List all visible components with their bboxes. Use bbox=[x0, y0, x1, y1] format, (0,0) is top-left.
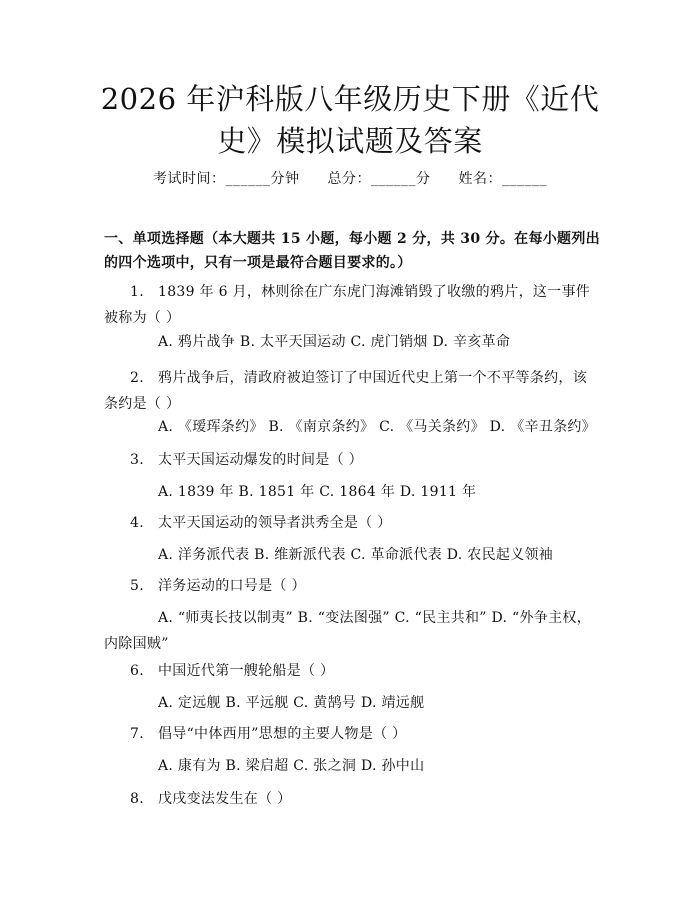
question-text: 1839 年 6 月，林则徐在广东虎门海滩销毁了收缴的鸦片，这一事件被称为（ ） bbox=[104, 284, 591, 326]
student-name-label: 姓名：______ bbox=[458, 171, 547, 187]
question-number: 8. bbox=[130, 791, 144, 807]
question-text: 太平天国运动爆发的时间是（ ） bbox=[158, 452, 363, 468]
question-text: 太平天国运动的领导者洪秀全是（ ） bbox=[158, 515, 392, 531]
question-number: 1. bbox=[130, 284, 144, 300]
question-text: 倡导“中体西用”思想的主要人物是（ ） bbox=[158, 726, 407, 742]
question-6 bbox=[104, 658, 600, 684]
question-number: 5. bbox=[130, 578, 144, 594]
question-2 bbox=[104, 365, 600, 417]
question-number: 2. bbox=[130, 370, 144, 386]
question-5-options: A. “师夷长技以制夷” B. “变法图强” C. “民主共和” D. “外争主权，内除国贼” bbox=[104, 610, 591, 652]
question-4 bbox=[104, 510, 600, 536]
exam-meta bbox=[0, 168, 700, 188]
question-text: 洋务运动的口号是（ ） bbox=[158, 578, 306, 594]
question-3 bbox=[104, 447, 600, 473]
question-number: 7. bbox=[130, 726, 144, 742]
question-2-options: A. 《瑷珲条约》 B. 《南京条约》 C. 《马关条约》 D. 《辛丑条约》 bbox=[158, 419, 596, 435]
question-6-options: A. 定远舰 B. 平远舰 C. 黄鹄号 D. 靖远舰 bbox=[158, 695, 425, 711]
question-4-options: A. 洋务派代表 B. 维新派代表 C. 革命派代表 D. 农民起义领袖 bbox=[158, 547, 554, 563]
question-7-options: A. 康有为 B. 梁启超 C. 张之洞 D. 孙中山 bbox=[158, 758, 425, 774]
question-1-options: A. 鸦片战争 B. 太平天国运动 C. 虎门销烟 D. 辛亥革命 bbox=[158, 334, 511, 350]
question-number: 6. bbox=[130, 663, 144, 679]
exam-time-label: 考试时间：______分钟 bbox=[153, 171, 300, 187]
question-7 bbox=[104, 721, 600, 747]
question-1 bbox=[104, 279, 600, 331]
question-text: 鸦片战争后，清政府被迫签订了中国近代史上第一个不平等条约，该条约是（ ） bbox=[104, 370, 587, 412]
question-5 bbox=[104, 573, 600, 599]
question-3-options: A. 1839 年 B. 1851 年 C. 1864 年 D. 1911 年 bbox=[158, 484, 477, 500]
question-number: 4. bbox=[130, 515, 144, 531]
total-score-label: 总分：______分 bbox=[327, 171, 431, 187]
question-8 bbox=[104, 786, 600, 812]
question-text: 戊戌变法发生在（ ） bbox=[158, 791, 292, 807]
page-title: 2026 年沪科版八年级历史下册《近代史》模拟试题及答案 bbox=[100, 82, 600, 158]
question-number: 3. bbox=[130, 452, 144, 468]
section-heading: 一、单项选择题（本大题共 15 小题，每小题 2 分，共 30 分。在每小题列出的四个选项中，只有一项是最符合题目要求的。） bbox=[104, 231, 600, 271]
question-text: 中国近代第一艘轮船是（ ） bbox=[158, 663, 335, 679]
